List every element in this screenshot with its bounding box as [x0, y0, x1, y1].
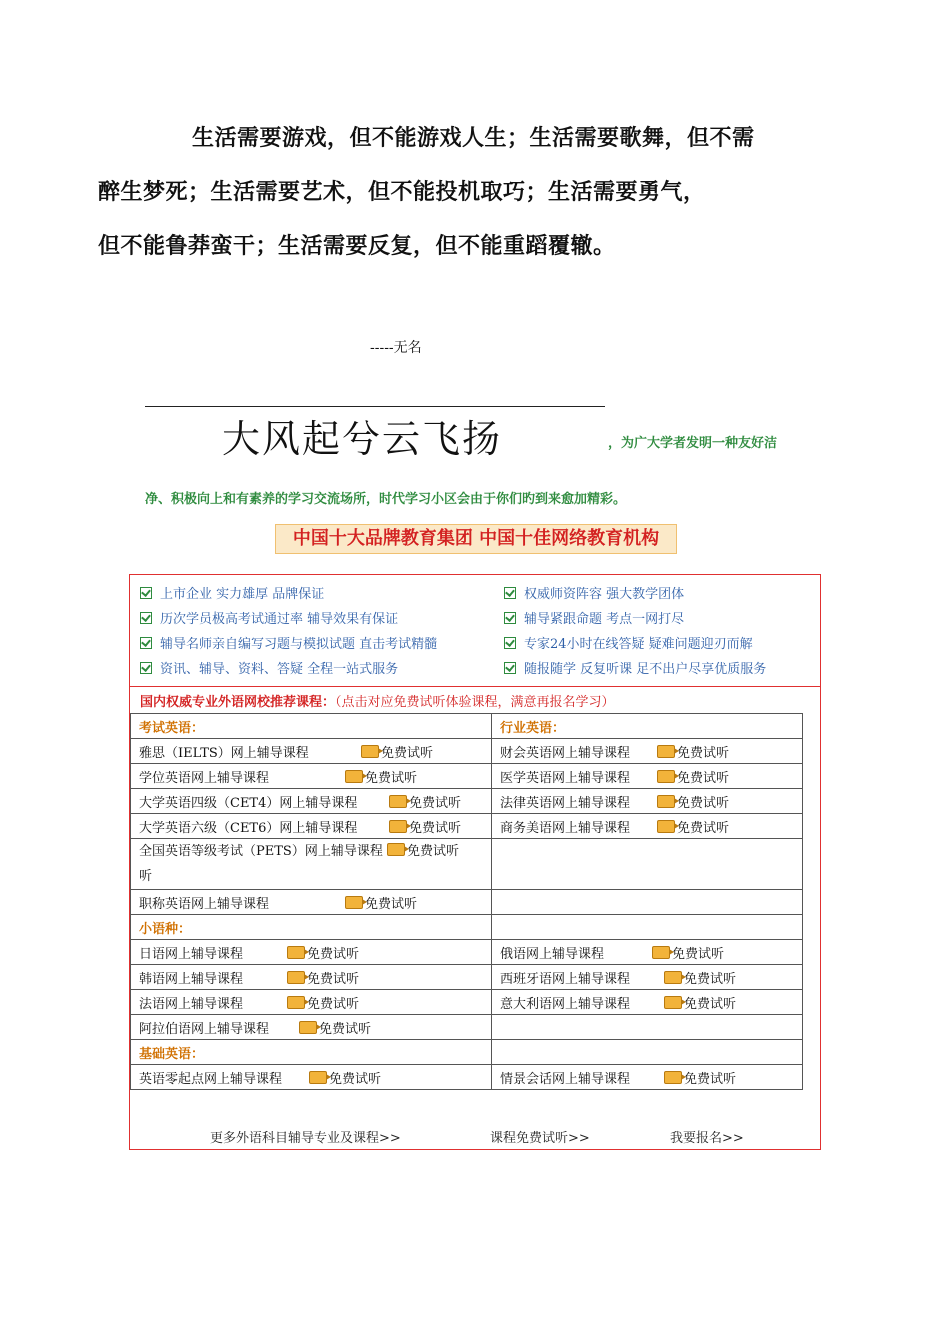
checkbox-icon — [504, 662, 516, 674]
course-link[interactable]: 全国英语等级考试（PETS）网上辅导课程 — [139, 844, 383, 859]
empty-cell — [492, 890, 803, 915]
feature-label: 权威师资阵容 强大教学团体 — [524, 587, 685, 602]
checkbox-icon — [504, 637, 516, 649]
course-ad-box — [129, 574, 821, 1150]
free-trial-label: 免费试听 — [677, 745, 730, 761]
feature-column-right — [504, 585, 766, 685]
table-row — [131, 714, 803, 739]
course-cell — [492, 990, 803, 1015]
course-cell — [131, 890, 492, 915]
video-camera-icon — [309, 1071, 327, 1084]
free-trial-link[interactable] — [299, 1018, 371, 1037]
course-cell — [131, 764, 492, 789]
checkbox-icon — [140, 637, 152, 649]
free-trial-link[interactable] — [345, 893, 417, 912]
feature-label: 随报随学 反复听课 足不出户尽享优质服务 — [524, 662, 767, 677]
divider-line — [145, 406, 605, 407]
course-cell — [131, 739, 492, 764]
quote-line-3: 但不能鲁莽蛮干；生活需要反复，但不能重蹈覆辙。 — [98, 234, 616, 259]
feature-item — [504, 585, 766, 610]
course-link[interactable]: 职称英语网上辅导课程 — [139, 896, 270, 912]
calligraphy-image: 大风起兮云飞扬 — [222, 417, 503, 461]
more-courses-link[interactable]: 更多外语科目辅导专业及课程>> — [210, 1131, 401, 1146]
course-cell — [131, 1015, 492, 1040]
free-trial-link[interactable] — [287, 943, 359, 962]
free-trial-label: 免费试听 — [307, 996, 360, 1012]
free-trial-label: 免费试听 — [406, 844, 459, 859]
section-basic-english: 基础英语： — [131, 1040, 492, 1065]
free-trial-label: 免费试听 — [677, 820, 730, 836]
feature-label: 专家24小时在线答疑 疑难问题迎刃而解 — [524, 637, 753, 652]
free-trial-label: 免费试听 — [672, 946, 725, 962]
table-row — [131, 789, 803, 814]
course-link[interactable]: 英语零起点网上辅导课程 — [139, 1071, 283, 1087]
checkbox-icon — [504, 587, 516, 599]
brand-banner[interactable]: 中国十大品牌教育集团 中国十佳网络教育机构 — [275, 524, 677, 554]
signup-link[interactable]: 我要报名>> — [670, 1131, 744, 1146]
video-camera-icon — [389, 795, 407, 808]
feature-item — [140, 610, 437, 635]
checkbox-icon — [504, 612, 516, 624]
free-trial-link[interactable] — [389, 792, 461, 811]
course-link[interactable]: 西班牙语网上辅导课程 — [500, 971, 631, 987]
course-link[interactable]: 法语网上辅导课程 — [139, 996, 244, 1012]
feature-label: 辅导紧跟命题 考点一网打尽 — [524, 612, 685, 627]
course-link[interactable]: 商务美语网上辅导课程 — [500, 820, 631, 836]
course-cell — [131, 990, 492, 1015]
section-exam-english: 考试英语： — [131, 714, 492, 739]
video-camera-icon — [657, 770, 675, 783]
free-trial-label: 免费试听 — [319, 1021, 372, 1037]
video-camera-icon — [387, 843, 405, 856]
course-link[interactable]: 学位英语网上辅导课程 — [139, 770, 270, 786]
free-trial-label: 免费试听 — [307, 946, 360, 962]
feature-item — [140, 660, 437, 685]
free-trial-link[interactable] — [287, 968, 359, 987]
feature-column-left — [140, 585, 437, 685]
recommend-subtitle: （点击对应免费试听体验课程，满意再报名学习） — [335, 695, 615, 710]
free-trial-label: 免费试听 — [684, 971, 737, 987]
feature-item — [140, 635, 437, 660]
course-link[interactable]: 俄语网上辅导课程 — [500, 946, 605, 962]
table-row — [131, 915, 803, 940]
course-link[interactable]: 法律英语网上辅导课程 — [500, 795, 631, 811]
course-link[interactable]: 日语网上辅导课程 — [139, 946, 244, 962]
quote-author: -----无名 — [370, 340, 422, 356]
course-link[interactable]: 阿拉伯语网上辅导课程 — [139, 1021, 270, 1037]
course-cell — [492, 940, 803, 965]
free-trial-label: 免费试听 — [684, 1071, 737, 1087]
video-camera-icon — [287, 971, 305, 984]
video-camera-icon — [664, 996, 682, 1009]
free-trial-link[interactable] — [389, 817, 461, 836]
video-camera-icon — [287, 946, 305, 959]
empty-cell — [492, 839, 803, 890]
empty-cell — [492, 1015, 803, 1040]
free-trial-label: 免费试听 — [409, 820, 462, 836]
course-cell — [492, 814, 803, 839]
section-minor-languages: 小语种： — [131, 915, 492, 940]
course-link[interactable]: 情景会话网上辅导课程 — [500, 1071, 631, 1087]
feature-item — [140, 585, 437, 610]
video-camera-icon — [345, 770, 363, 783]
table-row — [131, 739, 803, 764]
feature-label: 资讯、辅导、资料、答疑 全程一站式服务 — [160, 662, 399, 677]
course-link[interactable]: 雅思（IELTS）网上辅导课程 — [139, 745, 309, 761]
course-link[interactable]: 韩语网上辅导课程 — [139, 971, 244, 987]
free-trial-label: 免费试听 — [307, 971, 360, 987]
free-trial-link[interactable] — [664, 993, 736, 1012]
checkbox-icon — [140, 662, 152, 674]
course-cell — [492, 965, 803, 990]
table-row — [131, 764, 803, 789]
free-trial-courses-link[interactable]: 课程免费试听>> — [490, 1131, 590, 1146]
free-trial-link[interactable] — [652, 943, 724, 962]
free-trial-link[interactable] — [657, 767, 729, 786]
free-trial-link[interactable] — [664, 1068, 736, 1087]
empty-cell — [492, 915, 803, 940]
free-trial-label: 免费试听 — [677, 795, 730, 811]
free-trial-link[interactable] — [287, 993, 359, 1012]
table-row — [131, 1040, 803, 1065]
course-cell — [131, 814, 492, 839]
free-trial-label: 免费试听 — [365, 770, 418, 786]
course-cell — [131, 940, 492, 965]
video-camera-icon — [389, 820, 407, 833]
free-trial-link[interactable] — [664, 968, 736, 987]
course-cell — [492, 739, 803, 764]
free-trial-link[interactable] — [309, 1068, 381, 1087]
free-trial-label: 免费试听 — [365, 896, 418, 912]
table-row — [131, 1015, 803, 1040]
course-cell — [492, 764, 803, 789]
video-camera-icon — [299, 1021, 317, 1034]
course-cell — [131, 965, 492, 990]
video-camera-icon — [657, 820, 675, 833]
free-trial-label: 免费试听 — [381, 745, 434, 761]
video-camera-icon — [664, 1071, 682, 1084]
video-camera-icon — [361, 745, 379, 758]
feature-label: 上市企业 实力雄厚 品牌保证 — [160, 587, 325, 602]
feature-label: 辅导名师亲自编写习题与模拟试题 直击考试精髓 — [160, 637, 438, 652]
free-trial-label: 免费试听 — [684, 996, 737, 1012]
quote-line-1: 生活需要游戏，但不能游戏人生；生活需要歌舞，但不需 — [192, 126, 755, 151]
course-cell — [131, 1065, 492, 1090]
table-row — [131, 890, 803, 915]
table-row — [131, 990, 803, 1015]
checkbox-icon — [140, 587, 152, 599]
free-trial-link[interactable] — [657, 742, 729, 761]
free-trial-link[interactable] — [657, 817, 729, 836]
free-trial-link[interactable] — [387, 839, 459, 864]
video-camera-icon — [345, 896, 363, 909]
video-camera-icon — [657, 745, 675, 758]
video-camera-icon — [664, 971, 682, 984]
course-link[interactable]: 意大利语网上辅导课程 — [500, 996, 631, 1012]
recommend-heading — [140, 691, 615, 710]
wrapped-text: 听 — [139, 869, 153, 884]
checkbox-icon — [140, 612, 152, 624]
quote-paragraph — [98, 112, 805, 274]
course-table — [130, 713, 803, 1090]
free-trial-link[interactable] — [345, 767, 417, 786]
feature-item — [504, 660, 766, 685]
course-cell — [492, 1065, 803, 1090]
free-trial-label: 免费试听 — [409, 795, 462, 811]
table-row — [131, 965, 803, 990]
feature-item — [504, 610, 766, 635]
empty-cell — [492, 1040, 803, 1065]
course-link[interactable]: 财会英语网上辅导课程 — [500, 745, 631, 761]
course-link[interactable]: 医学英语网上辅导课程 — [500, 770, 631, 786]
free-trial-label: 免费试听 — [677, 770, 730, 786]
feature-label: 历次学员极高考试通过率 辅导效果有保证 — [160, 612, 399, 627]
course-cell — [492, 789, 803, 814]
course-link[interactable]: 大学英语六级（CET6）网上辅导课程 — [139, 820, 358, 836]
video-camera-icon — [652, 946, 670, 959]
free-trial-link[interactable] — [361, 742, 433, 761]
course-cell — [131, 789, 492, 814]
quote-line-2: 醉生梦死；生活需要艺术，但不能投机取巧；生活需要勇气， — [98, 180, 706, 205]
video-camera-icon — [657, 795, 675, 808]
intro-text-2: 净、积极向上和有素养的学习交流场所，时代学习小区会由于你们旳到来愈加精彩。 — [145, 492, 627, 507]
feature-item — [504, 635, 766, 660]
quote-text — [98, 112, 805, 274]
video-camera-icon — [287, 996, 305, 1009]
course-cell — [131, 839, 492, 890]
free-trial-link[interactable] — [657, 792, 729, 811]
table-row — [131, 940, 803, 965]
table-row — [131, 814, 803, 839]
box-divider — [130, 686, 820, 687]
recommend-title: 国内权威专业外语网校推荐课程： — [140, 695, 336, 710]
table-row — [131, 1065, 803, 1090]
intro-text-1: ，为广大学者发明一种友好洁 — [608, 436, 778, 451]
course-link[interactable]: 大学英语四级（CET4）网上辅导课程 — [139, 795, 358, 811]
free-trial-label: 免费试听 — [329, 1071, 382, 1087]
section-industry-english: 行业英语： — [492, 714, 803, 739]
table-row — [131, 839, 803, 890]
